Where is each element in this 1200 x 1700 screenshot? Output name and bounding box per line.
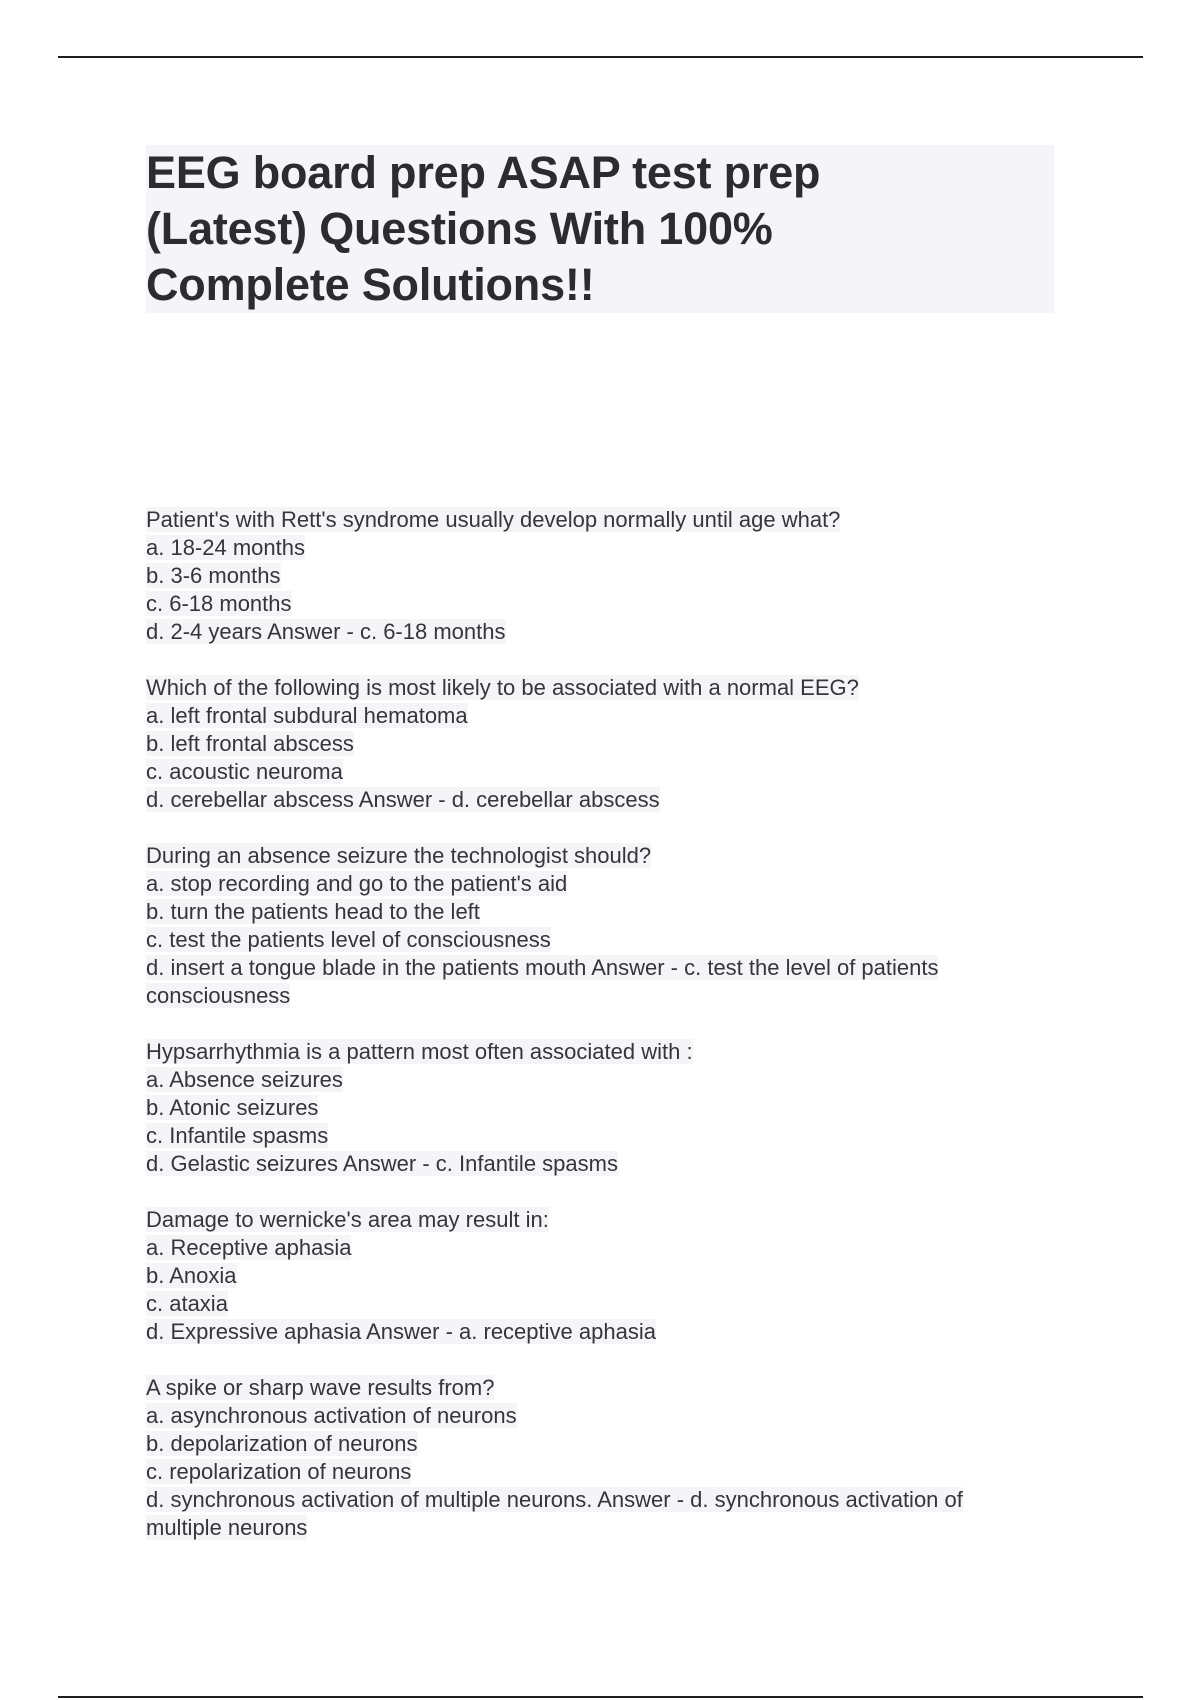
answer-option: b. depolarization of neurons [146, 1431, 418, 1456]
title-block [146, 145, 1054, 313]
answer-option: a. stop recording and go to the patient's aid [146, 871, 568, 896]
question-text: During an absence seizure the technologist should? [146, 843, 652, 868]
answer-option-with-solution: d. Expressive aphasia Answer - a. receptive aphasia [146, 1319, 656, 1344]
answer-option-with-solution: d. insert a tongue blade in the patients mouth Answer - c. test the level of patients [146, 955, 939, 980]
answer-option-with-solution: d. Gelastic seizures Answer - c. Infantile spasms [146, 1151, 618, 1176]
answer-continuation: consciousness [146, 983, 291, 1008]
answer-option: a. 18-24 months [146, 535, 305, 560]
answer-option: c. repolarization of neurons [146, 1459, 412, 1484]
question-item [146, 674, 1076, 814]
question-text: Patient's with Rett's syndrome usually develop normally until age what? [146, 507, 841, 532]
answer-option: c. Infantile spasms [146, 1123, 329, 1148]
top-rule [58, 56, 1143, 58]
question-item [146, 1206, 1076, 1346]
answer-option-with-solution: d. cerebellar abscess Answer - d. cerebellar abscess [146, 787, 660, 812]
bottom-rule [58, 1696, 1143, 1698]
question-item [146, 506, 1076, 646]
page-title [146, 145, 1054, 313]
answer-option: a. asynchronous activation of neurons [146, 1403, 517, 1428]
answer-option: b. Atonic seizures [146, 1095, 319, 1120]
answer-continuation: multiple neurons [146, 1515, 308, 1540]
question-list [146, 506, 1076, 1570]
question-item [146, 1374, 1076, 1542]
question-text: Damage to wernicke's area may result in: [146, 1207, 549, 1232]
question-text: Hypsarrhythmia is a pattern most often associated with : [146, 1039, 693, 1064]
question-item [146, 1038, 1076, 1178]
answer-option: c. ataxia [146, 1291, 228, 1316]
answer-option: a. Receptive aphasia [146, 1235, 352, 1260]
answer-option: b. turn the patients head to the left [146, 899, 480, 924]
question-text: Which of the following is most likely to be associated with a normal EEG? [146, 675, 859, 700]
answer-option: c. 6-18 months [146, 591, 292, 616]
answer-option: c. test the patients level of consciousness [146, 927, 551, 952]
answer-option: c. acoustic neuroma [146, 759, 343, 784]
question-text: A spike or sharp wave results from? [146, 1375, 495, 1400]
title-line: (Latest) Questions With 100% [146, 203, 773, 254]
title-line: EEG board prep ASAP test prep [146, 147, 821, 198]
answer-option: b. 3-6 months [146, 563, 281, 588]
answer-option: a. Absence seizures [146, 1067, 343, 1092]
answer-option: b. Anoxia [146, 1263, 237, 1288]
answer-option: a. left frontal subdural hematoma [146, 703, 468, 728]
question-item [146, 842, 1076, 1010]
answer-option-with-solution: d. 2-4 years Answer - c. 6-18 months [146, 619, 506, 644]
answer-option: b. left frontal abscess [146, 731, 354, 756]
answer-option-with-solution: d. synchronous activation of multiple neurons. Answer - d. synchronous activation of [146, 1487, 963, 1512]
title-line: Complete Solutions!! [146, 259, 595, 310]
